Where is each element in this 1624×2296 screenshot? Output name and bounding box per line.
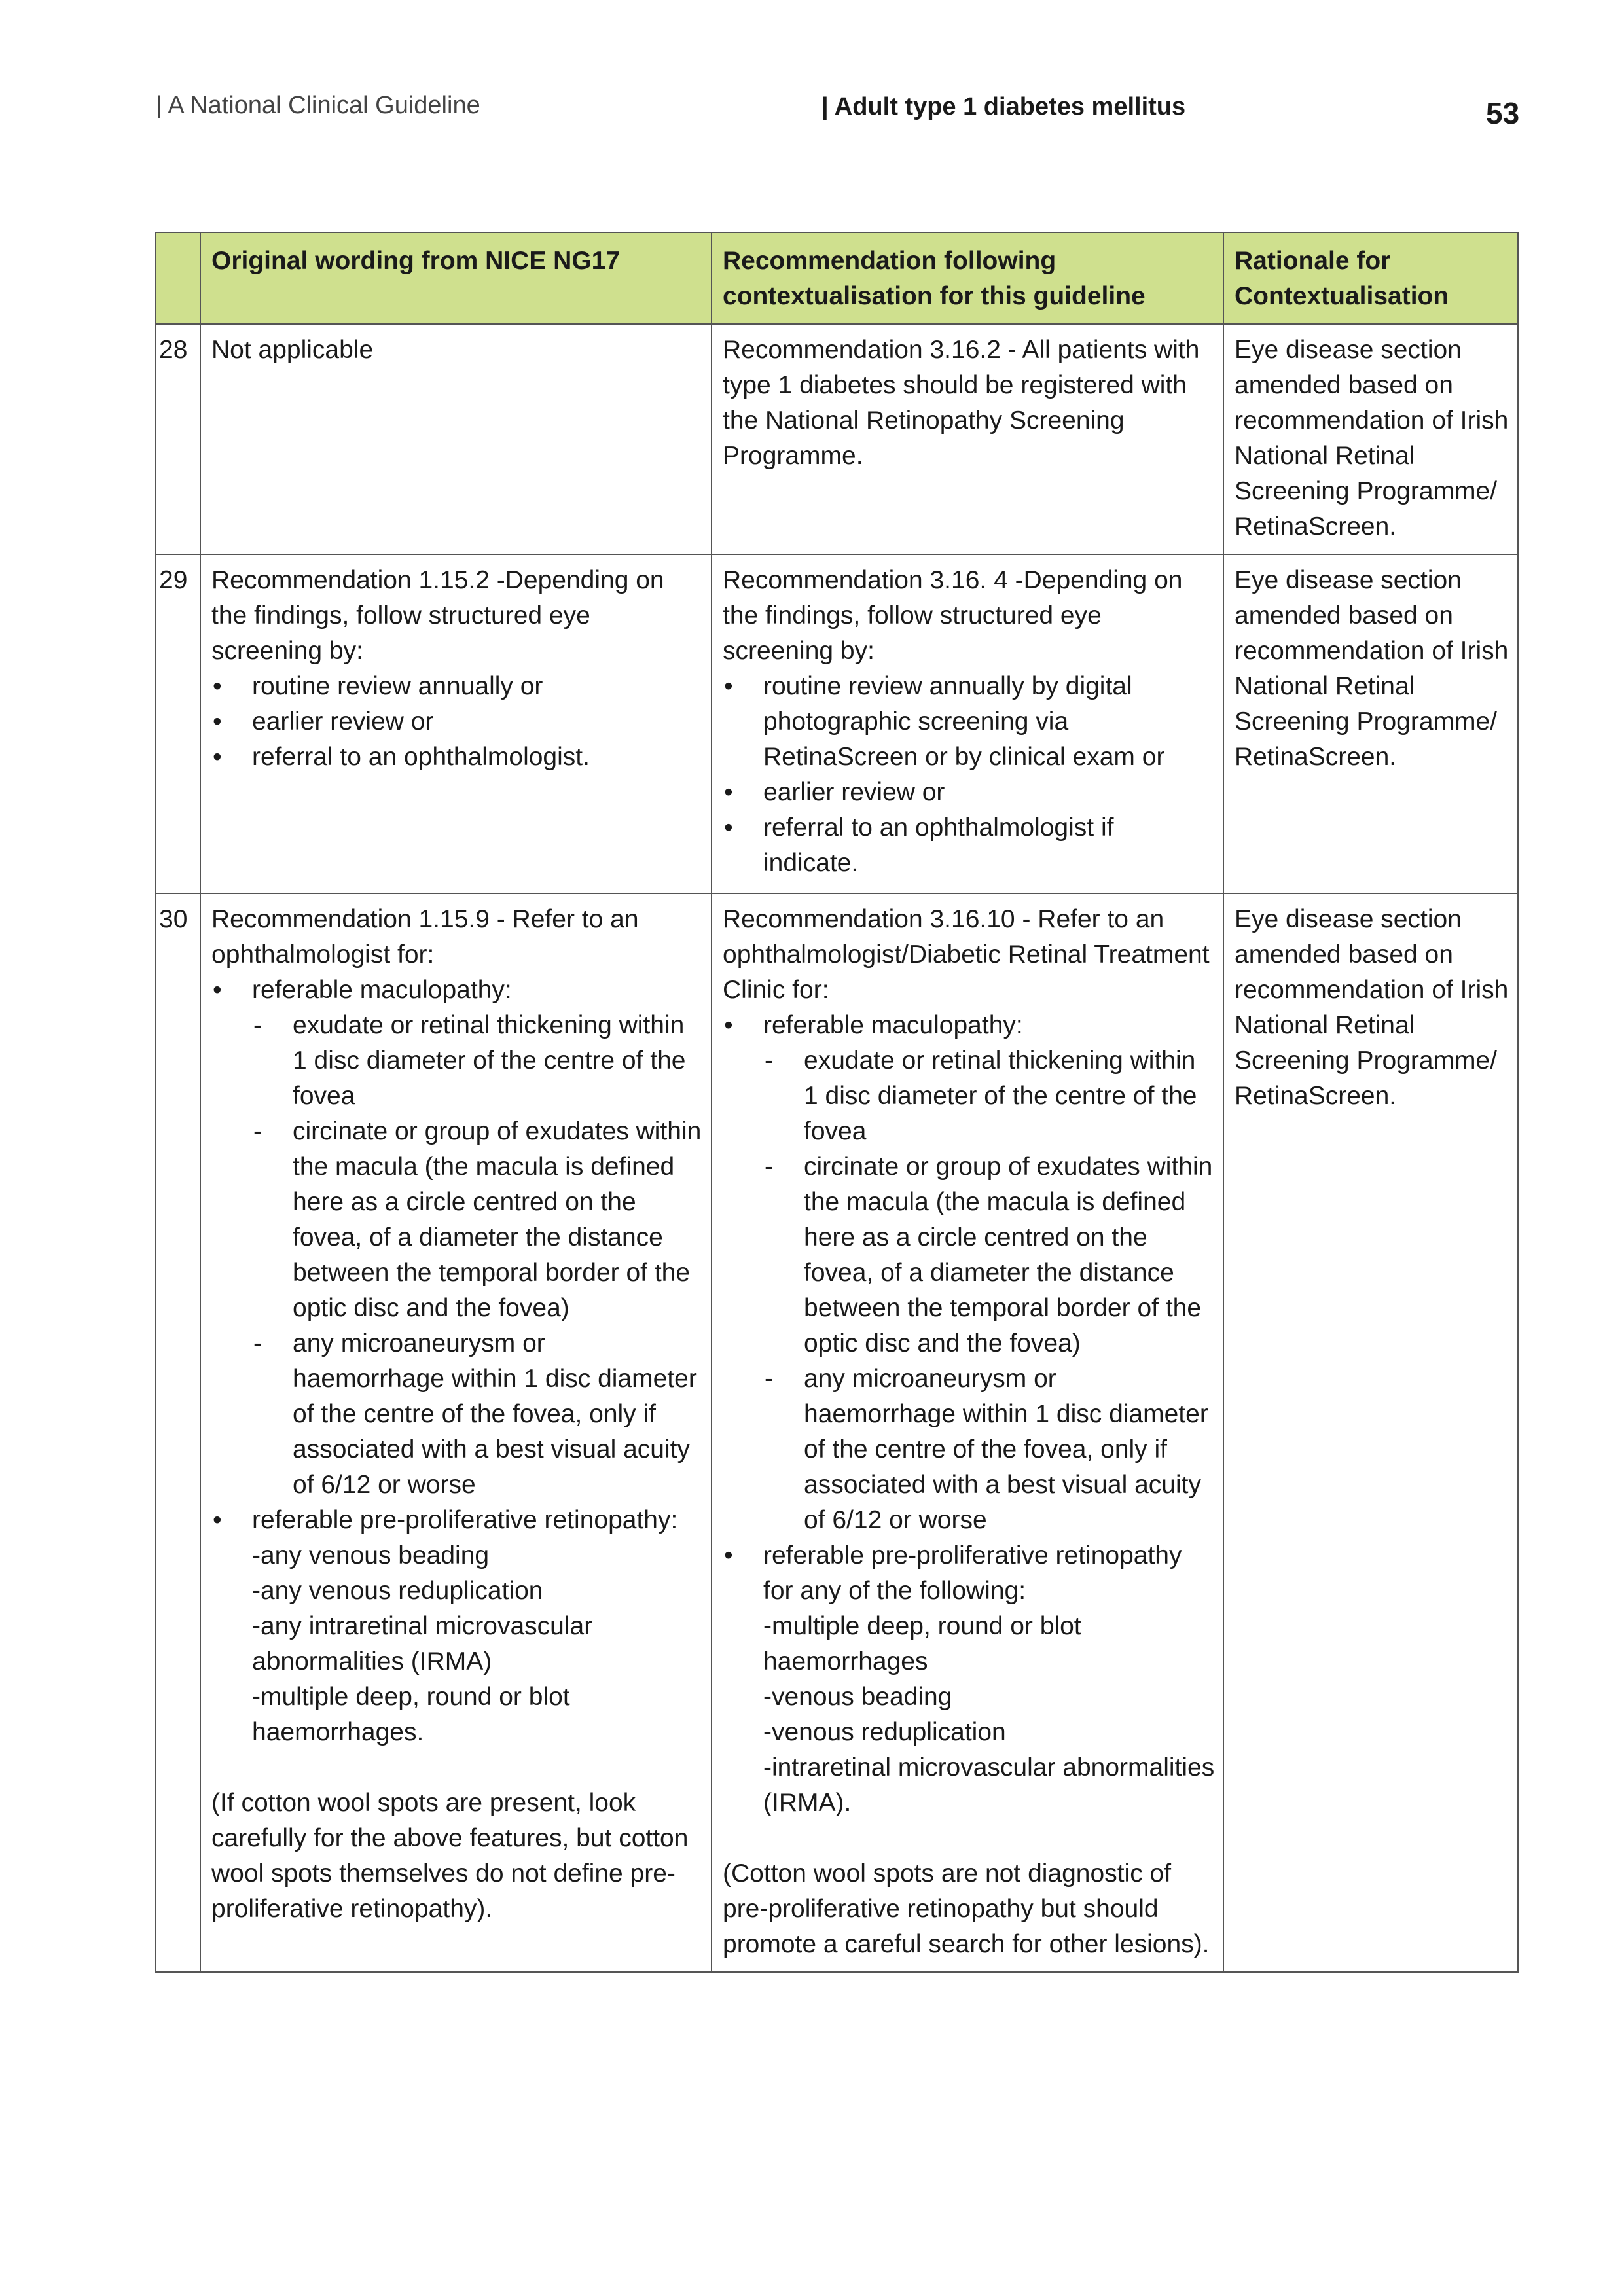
sub-item: -venous beading: [763, 1683, 952, 1711]
dash-item: - any microaneurysm or haemorrhage within 1 disc diameter of the centre of the fovea, only if associated with a best visual acuity of 6/12 or worse: [252, 1326, 703, 1503]
dash-item: - exudate or retinal thickening within 1 disc diameter of the centre of the fovea: [763, 1043, 1215, 1149]
dash-item: - circinate or group of exudates within the macula (the macula is defined here as a circle centred on the fovea, of a diameter the distance between the temporal border of the optic disc and the fovea): [252, 1114, 703, 1326]
bullet-item: • earlier review or: [211, 704, 703, 740]
bullet-text: referable maculopathy:: [763, 1011, 1023, 1039]
bullet-text: • referable pre-proliferative retinopathy:: [252, 1506, 678, 1534]
sub-item: -intraretinal microvascular abnormalities (IRMA).: [763, 1753, 1215, 1817]
bullet-item: • referral to an ophthalmologist.: [211, 740, 703, 775]
table-row: [156, 893, 1518, 1972]
column-header-recommendation: Recommendation following contextualisation for this guideline: [712, 232, 1223, 324]
dash-item: - any microaneurysm or haemorrhage within 1 disc diameter of the centre of the fovea, only if associated with a best visual acuity of 6/12 or worse: [763, 1361, 1215, 1538]
sub-item: -any venous beading: [252, 1541, 490, 1570]
bullet-item: • routine review annually or: [211, 669, 703, 704]
bullet-list: [211, 669, 703, 775]
running-header-guideline: | A National Clinical Guideline: [156, 92, 480, 119]
page-number: 53: [1486, 96, 1520, 130]
rationale-cell: Eye disease section amended based on recommendation of Irish National Retinal Screening Programme/ RetinaScreen.: [1223, 893, 1518, 1972]
row-number: 29: [156, 554, 200, 893]
sub-item: -multiple deep, round or blot haemorrhages.: [252, 1683, 570, 1746]
cell-note: (Cotton wool spots are not diagnostic of pre-proliferative retinopathy but should promote a careful search for other lesions).: [723, 1859, 1210, 1958]
bullet-list: [723, 669, 1215, 881]
original-cell: Not applicable: [200, 324, 712, 554]
cell-intro: Recommendation 3.16. 4 -Depending on the findings, follow structured eye screening by:: [723, 566, 1183, 665]
sub-item: -any venous reduplication: [252, 1577, 543, 1605]
dash-list: [252, 1008, 703, 1503]
cell-intro: Recommendation 1.15.2 -Depending on the findings, follow structured eye screening by:: [211, 566, 664, 665]
sub-item: -multiple deep, round or blot haemorrhages: [763, 1612, 1081, 1676]
bullet-text: referable maculopathy:: [252, 976, 512, 1004]
rationale-cell: Eye disease section amended based on recommendation of Irish National Retinal Screening Programme/ RetinaScreen.: [1223, 324, 1518, 554]
original-cell: [200, 893, 712, 1972]
bullet-item: [211, 973, 703, 1503]
table-header-row: [156, 232, 1518, 324]
table-row: [156, 554, 1518, 893]
bullet-item: [211, 1503, 703, 1750]
cell-intro: Recommendation 3.16.10 - Refer to an ophthalmologist/Diabetic Retinal Treatment Clinic for:: [723, 905, 1210, 1004]
bullet-item: [723, 1538, 1215, 1821]
column-header-rationale: Rationale for Contextualisation: [1223, 232, 1518, 324]
original-cell: [200, 554, 712, 893]
recommendations-table: [155, 232, 1519, 1973]
running-header-title: | Adult type 1 diabetes mellitus: [821, 93, 1186, 120]
bullet-item: • earlier review or: [723, 775, 1215, 810]
table-row: [156, 324, 1518, 554]
recommendation-cell: Recommendation 3.16.2 - All patients with type 1 diabetes should be registered with the National Retinopathy Screening Programme.: [712, 324, 1223, 554]
row-number: 30: [156, 893, 200, 1972]
dash-item: - circinate or group of exudates within the macula (the macula is defined here as a circle centred on the fovea, of a diameter the distance between the temporal border of the optic disc and the fovea): [763, 1149, 1215, 1361]
sub-item: -any intraretinal microvascular abnormalities (IRMA): [252, 1612, 593, 1676]
recommendation-cell: [712, 554, 1223, 893]
bullet-list: [723, 1008, 1215, 1821]
rationale-cell: Eye disease section amended based on recommendation of Irish National Retinal Screening Programme/ RetinaScreen.: [1223, 554, 1518, 893]
bullet-item: [723, 1008, 1215, 1538]
bullet-item: • referral to an ophthalmologist if indicate.: [723, 810, 1215, 881]
bullet-list: [211, 973, 703, 1750]
sub-item: -venous reduplication: [763, 1718, 1006, 1746]
cell-intro: Recommendation 1.15.9 - Refer to an ophthalmologist for:: [211, 905, 639, 969]
dash-list: [763, 1043, 1215, 1538]
row-number: 28: [156, 324, 200, 554]
recommendation-cell: [712, 893, 1223, 1972]
dash-item: - exudate or retinal thickening within 1 disc diameter of the centre of the fovea: [252, 1008, 703, 1114]
bullet-text: • referable pre-proliferative retinopathy for any of the following:: [763, 1541, 1182, 1605]
cell-note: (If cotton wool spots are present, look carefully for the above features, but cotton wool spots themselves do not define pre-proliferative retinopathy).: [211, 1789, 689, 1923]
column-header-original: Original wording from NICE NG17: [200, 232, 712, 324]
bullet-item: • routine review annually by digital photographic screening via RetinaScreen or by clinical exam or: [723, 669, 1215, 775]
column-header-number: [156, 232, 200, 324]
